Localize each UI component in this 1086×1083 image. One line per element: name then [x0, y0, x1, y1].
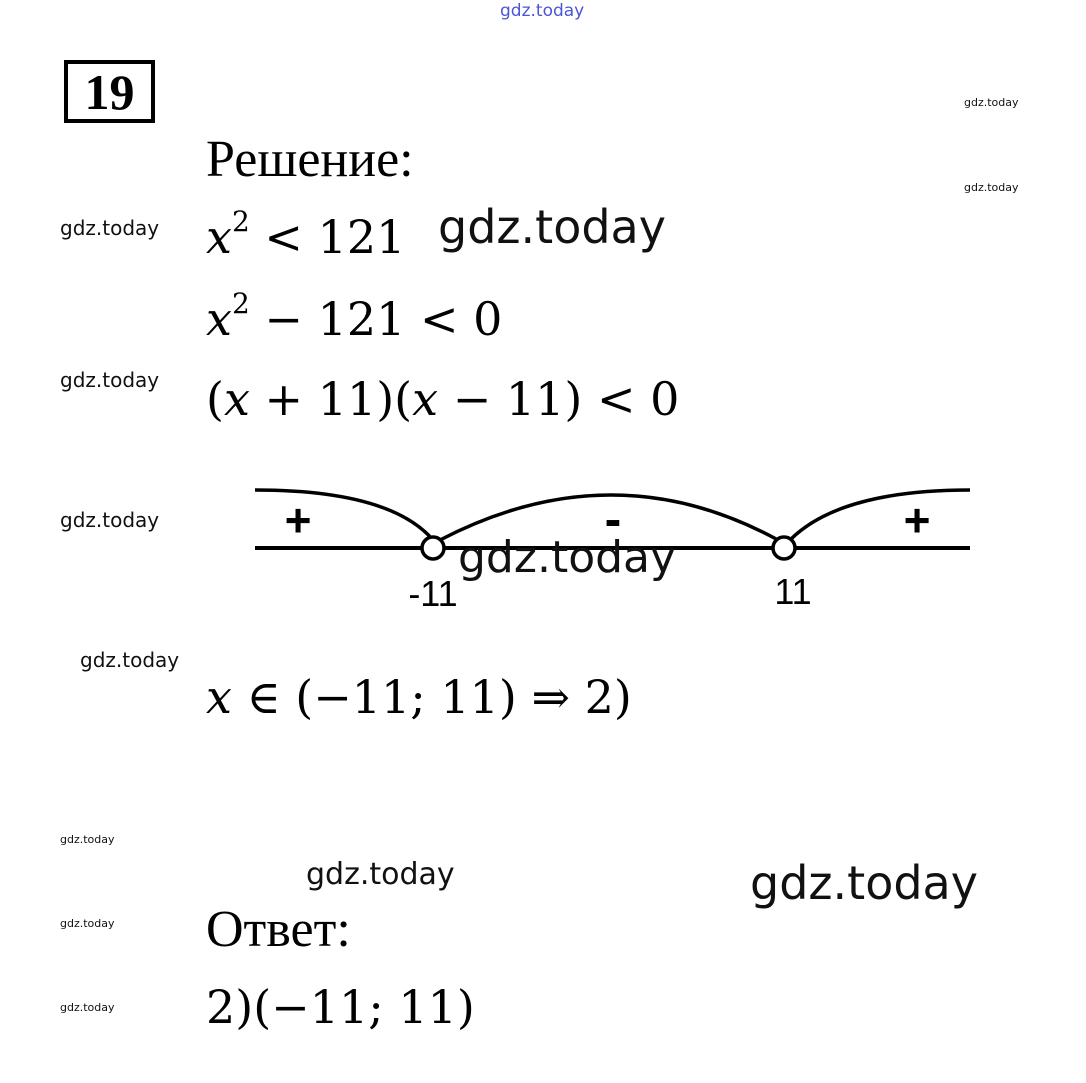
watermark: gdz.today [306, 857, 455, 892]
step-3-mid: + 11)( [249, 372, 413, 426]
result-rest: ∈ (−11; 11) ⇒ 2) [231, 670, 632, 724]
sign-minus-middle: - [604, 491, 622, 547]
exponent: 2 [231, 205, 250, 238]
step-2-rest: − 121 < 0 [249, 292, 503, 346]
step-1-rest: < 121 [249, 210, 406, 264]
problem-number-box [64, 60, 155, 123]
sign-plus-left: + [284, 494, 312, 546]
watermark: gdz.today [60, 917, 115, 930]
watermark: gdz.today [60, 1001, 115, 1014]
watermark: gdz.today [60, 833, 115, 846]
variable-x: x [206, 210, 232, 264]
problem-number: 19 [84, 63, 135, 120]
watermark: gdz.today [458, 532, 677, 583]
watermark: gdz.today [80, 648, 180, 672]
variable-x: x [206, 670, 232, 724]
open-point-11 [773, 537, 795, 559]
solution-heading: Решение: [206, 131, 414, 188]
watermark: gdz.today [60, 508, 160, 532]
open-point-minus-11 [422, 537, 444, 559]
answer-value: 2)(−11; 11) [206, 980, 475, 1034]
inequality-step-1 [206, 205, 406, 264]
watermark: gdz.today [964, 181, 1019, 194]
variable-x: x [223, 372, 250, 426]
watermark: gdz.today [964, 96, 1019, 109]
number-line-diagram [240, 470, 1000, 630]
answer-heading: Ответ: [206, 901, 351, 958]
variable-x: x [206, 292, 232, 346]
solution-result [206, 670, 632, 724]
watermark: gdz.today [60, 368, 160, 392]
watermark: gdz.today [60, 216, 160, 240]
watermark: gdz.today [750, 856, 978, 910]
step-3-post: − 11) < 0 [438, 372, 680, 426]
sign-plus-right: + [903, 494, 931, 546]
variable-x: x [412, 372, 439, 426]
inequality-step-3 [206, 372, 680, 426]
point-label-11: 11 [774, 571, 812, 612]
sign-arc-right [790, 490, 970, 540]
watermark-top: gdz.today [500, 1, 585, 21]
sign-arc-left [255, 490, 433, 540]
watermark: gdz.today [438, 200, 666, 254]
point-label-minus-11: -11 [408, 573, 458, 614]
step-3-paren: ( [206, 372, 224, 426]
exponent: 2 [231, 287, 250, 320]
inequality-step-2 [206, 287, 503, 346]
